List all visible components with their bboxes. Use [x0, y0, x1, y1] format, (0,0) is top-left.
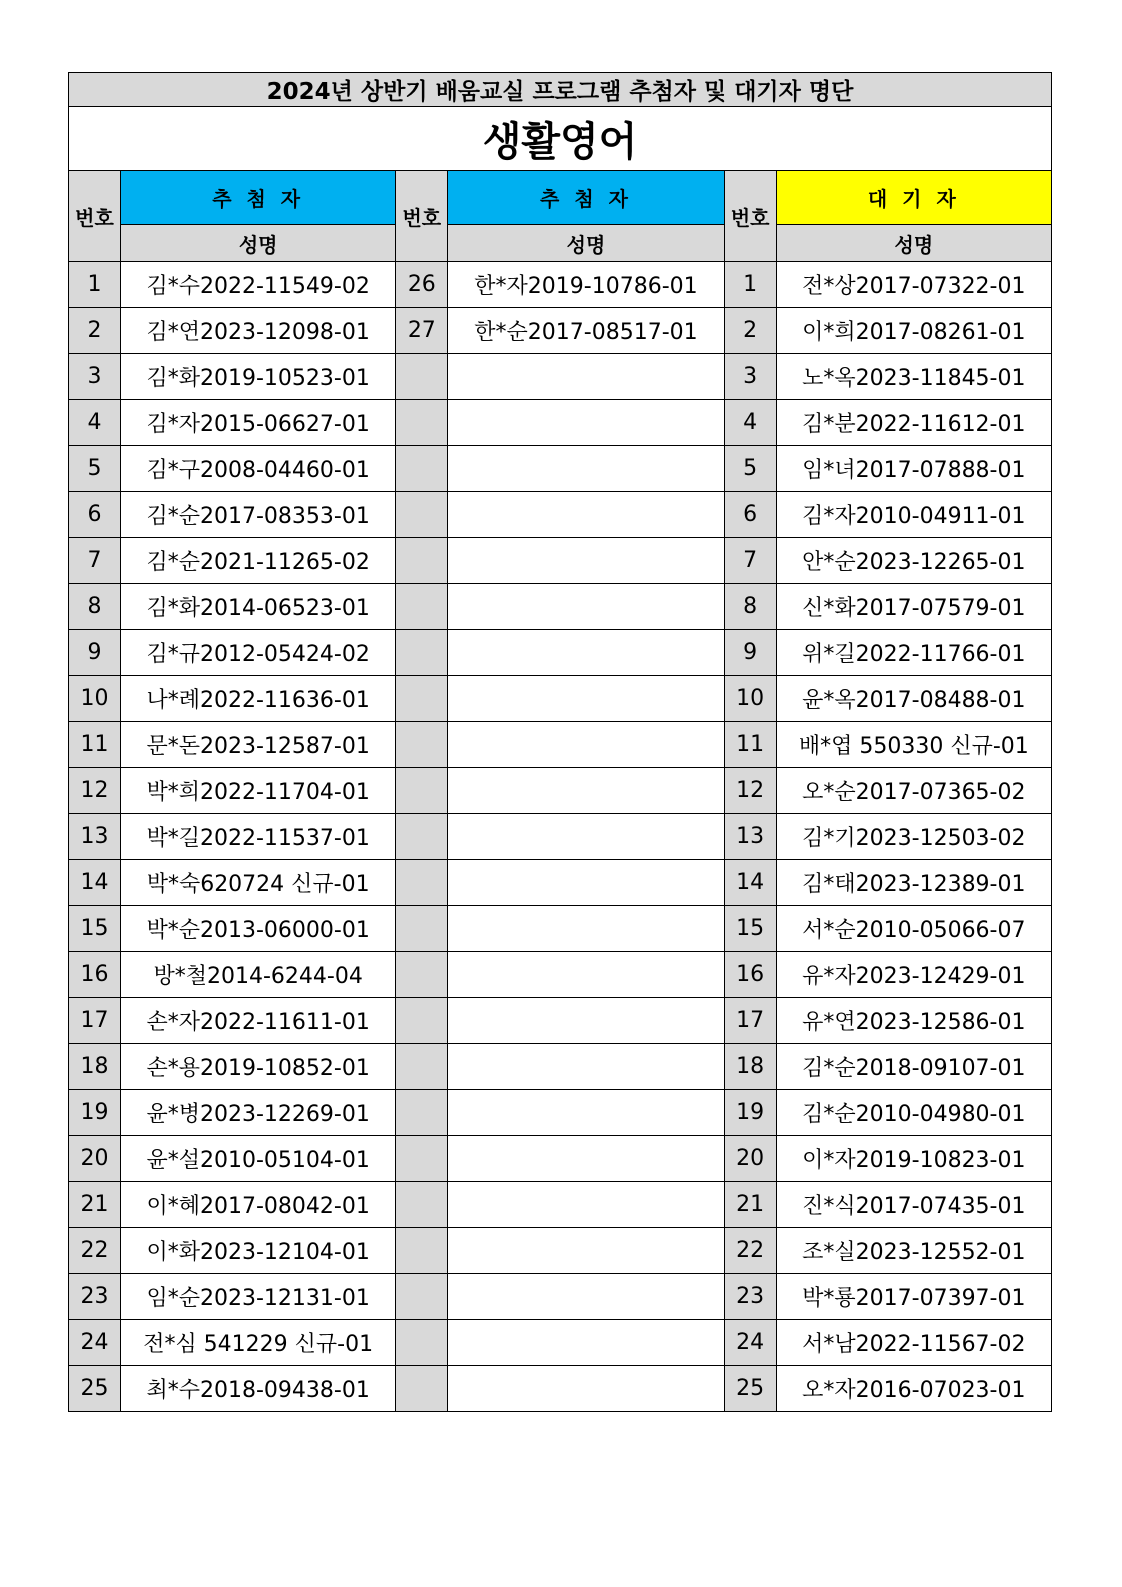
- winner-number: 24: [69, 1320, 121, 1366]
- waiting-number: 13: [724, 814, 776, 860]
- winner-name-2: [448, 400, 724, 446]
- document-title: 2024년 상반기 배움교실 프로그램 추첨자 및 대기자 명단: [69, 73, 1052, 107]
- winner-name: 이*화2023-12104-01: [121, 1228, 396, 1274]
- waiting-name: 이*자2019-10823-01: [776, 1136, 1051, 1182]
- winner-name-2: [448, 860, 724, 906]
- waiting-name: 오*순2017-07365-02: [776, 768, 1051, 814]
- winner-number-2: [396, 538, 448, 584]
- winner-name: 이*혜2017-08042-01: [121, 1182, 396, 1228]
- winner-number: 17: [69, 998, 121, 1044]
- winner-name: 문*돈2023-12587-01: [121, 722, 396, 768]
- table-row: [69, 630, 1052, 676]
- waiting-name: 신*화2017-07579-01: [776, 584, 1051, 630]
- waiting-name: 진*식2017-07435-01: [776, 1182, 1051, 1228]
- table-row: [69, 860, 1052, 906]
- waiting-name: 오*자2016-07023-01: [776, 1366, 1051, 1412]
- waiting-number: 1: [724, 262, 776, 308]
- winner-number-2: [396, 676, 448, 722]
- header-number-3: 번호: [724, 171, 776, 262]
- winner-name-2: [448, 446, 724, 492]
- winner-name-2: [448, 1366, 724, 1412]
- winner-number-2: [396, 1320, 448, 1366]
- winner-number: 13: [69, 814, 121, 860]
- winner-number: 5: [69, 446, 121, 492]
- table-row: [69, 1136, 1052, 1182]
- waiting-name: 유*연2023-12586-01: [776, 998, 1051, 1044]
- waiting-name: 김*태2023-12389-01: [776, 860, 1051, 906]
- waiting-number: 8: [724, 584, 776, 630]
- waiting-name: 박*룡2017-07397-01: [776, 1274, 1051, 1320]
- table-row: [69, 400, 1052, 446]
- winner-number-2: 26: [396, 262, 448, 308]
- header-name-1: 성명: [121, 225, 396, 262]
- title-row: [69, 73, 1052, 107]
- waiting-number: 23: [724, 1274, 776, 1320]
- winner-number-2: [396, 630, 448, 676]
- winner-number-2: [396, 860, 448, 906]
- winner-name: 김*수2022-11549-02: [121, 262, 396, 308]
- winner-name-2: [448, 676, 724, 722]
- header-number-2: 번호: [396, 171, 448, 262]
- winner-name-2: [448, 722, 724, 768]
- waiting-name: 전*상2017-07322-01: [776, 262, 1051, 308]
- waiting-number: 2: [724, 308, 776, 354]
- waiting-name: 서*순2010-05066-07: [776, 906, 1051, 952]
- winner-number: 9: [69, 630, 121, 676]
- winner-name-2: [448, 906, 724, 952]
- winner-name: 최*수2018-09438-01: [121, 1366, 396, 1412]
- waiting-name: 김*기2023-12503-02: [776, 814, 1051, 860]
- waiting-name: 김*자2010-04911-01: [776, 492, 1051, 538]
- table-row: [69, 952, 1052, 998]
- table-row: [69, 262, 1052, 308]
- winner-name-2: [448, 492, 724, 538]
- table-row: [69, 1366, 1052, 1412]
- winner-name: 손*자2022-11611-01: [121, 998, 396, 1044]
- winner-name: 박*순2013-06000-01: [121, 906, 396, 952]
- winner-name-2: [448, 1182, 724, 1228]
- winner-name: 윤*병2023-12269-01: [121, 1090, 396, 1136]
- winner-name: 박*희2022-11704-01: [121, 768, 396, 814]
- waiting-name: 이*희2017-08261-01: [776, 308, 1051, 354]
- waiting-number: 16: [724, 952, 776, 998]
- winner-number: 23: [69, 1274, 121, 1320]
- table-row: [69, 1274, 1052, 1320]
- waiting-number: 4: [724, 400, 776, 446]
- table-row: [69, 676, 1052, 722]
- winner-number: 22: [69, 1228, 121, 1274]
- waiting-number: 12: [724, 768, 776, 814]
- waiting-name: 윤*옥2017-08488-01: [776, 676, 1051, 722]
- winner-number: 6: [69, 492, 121, 538]
- table-row: [69, 584, 1052, 630]
- waiting-number: 7: [724, 538, 776, 584]
- winner-name-2: [448, 354, 724, 400]
- winner-number-2: [396, 584, 448, 630]
- winner-number: 18: [69, 1044, 121, 1090]
- table-row: [69, 308, 1052, 354]
- winner-number-2: [396, 1366, 448, 1412]
- winner-name-2: 한*순2017-08517-01: [448, 308, 724, 354]
- table-row: [69, 1320, 1052, 1366]
- winner-number: 12: [69, 768, 121, 814]
- winner-name: 김*화2019-10523-01: [121, 354, 396, 400]
- winner-name: 방*철2014-6244-04: [121, 952, 396, 998]
- winner-number-2: [396, 492, 448, 538]
- winner-name-2: [448, 1044, 724, 1090]
- waiting-number: 21: [724, 1182, 776, 1228]
- winner-number: 2: [69, 308, 121, 354]
- winner-name-2: [448, 1320, 724, 1366]
- table-row: [69, 446, 1052, 492]
- winner-number-2: [396, 1274, 448, 1320]
- subject-row: [69, 107, 1052, 171]
- winner-number: 8: [69, 584, 121, 630]
- winner-name: 김*자2015-06627-01: [121, 400, 396, 446]
- winner-number-2: [396, 906, 448, 952]
- winner-number: 19: [69, 1090, 121, 1136]
- table-row: [69, 1090, 1052, 1136]
- waiting-number: 22: [724, 1228, 776, 1274]
- table-row: [69, 906, 1052, 952]
- header-row-bottom: [69, 225, 1052, 262]
- winner-name: 김*화2014-06523-01: [121, 584, 396, 630]
- table-row: [69, 722, 1052, 768]
- winner-name-2: [448, 1136, 724, 1182]
- winner-number: 21: [69, 1182, 121, 1228]
- winner-number: 16: [69, 952, 121, 998]
- waiting-name: 배*엽 550330 신규-01: [776, 722, 1051, 768]
- winner-number-2: [396, 768, 448, 814]
- roster-table: [68, 72, 1052, 1412]
- waiting-name: 김*순2018-09107-01: [776, 1044, 1051, 1090]
- waiting-number: 11: [724, 722, 776, 768]
- header-row-top: [69, 171, 1052, 225]
- winner-number-2: 27: [396, 308, 448, 354]
- winner-number: 1: [69, 262, 121, 308]
- winner-number-2: [396, 1044, 448, 1090]
- winner-number: 15: [69, 906, 121, 952]
- winner-name: 전*심 541229 신규-01: [121, 1320, 396, 1366]
- winner-name-2: [448, 952, 724, 998]
- waiting-name: 조*실2023-12552-01: [776, 1228, 1051, 1274]
- winner-name: 손*용2019-10852-01: [121, 1044, 396, 1090]
- waiting-number: 3: [724, 354, 776, 400]
- table-row: [69, 1182, 1052, 1228]
- header-name-3: 성명: [776, 225, 1051, 262]
- waiting-name: 서*남2022-11567-02: [776, 1320, 1051, 1366]
- winner-number-2: [396, 1090, 448, 1136]
- winner-name: 김*연2023-12098-01: [121, 308, 396, 354]
- waiting-number: 17: [724, 998, 776, 1044]
- header-number-1: 번호: [69, 171, 121, 262]
- waiting-number: 10: [724, 676, 776, 722]
- table-row: [69, 354, 1052, 400]
- table-row: [69, 768, 1052, 814]
- winner-number-2: [396, 952, 448, 998]
- winner-name: 박*숙620724 신규-01: [121, 860, 396, 906]
- winner-name-2: [448, 538, 724, 584]
- winner-number: 25: [69, 1366, 121, 1412]
- winner-name: 김*순2017-08353-01: [121, 492, 396, 538]
- header-name-2: 성명: [448, 225, 724, 262]
- waiting-number: 19: [724, 1090, 776, 1136]
- header-winners-1: 추 첨 자: [121, 171, 396, 225]
- winner-name: 김*순2021-11265-02: [121, 538, 396, 584]
- table-row: [69, 538, 1052, 584]
- winner-name-2: 한*자2019-10786-01: [448, 262, 724, 308]
- winner-name-2: [448, 584, 724, 630]
- table-row: [69, 492, 1052, 538]
- winner-name-2: [448, 1274, 724, 1320]
- roster-body: [69, 262, 1052, 1412]
- waiting-name: 김*분2022-11612-01: [776, 400, 1051, 446]
- winner-number: 20: [69, 1136, 121, 1182]
- waiting-number: 18: [724, 1044, 776, 1090]
- winner-name-2: [448, 768, 724, 814]
- winner-name-2: [448, 1228, 724, 1274]
- waiting-number: 6: [724, 492, 776, 538]
- winner-name: 김*구2008-04460-01: [121, 446, 396, 492]
- table-row: [69, 814, 1052, 860]
- winner-number: 4: [69, 400, 121, 446]
- winner-number-2: [396, 1228, 448, 1274]
- winner-number-2: [396, 722, 448, 768]
- waiting-name: 김*순2010-04980-01: [776, 1090, 1051, 1136]
- winner-number: 7: [69, 538, 121, 584]
- waiting-number: 5: [724, 446, 776, 492]
- winner-number: 11: [69, 722, 121, 768]
- winner-number-2: [396, 354, 448, 400]
- winner-name: 임*순2023-12131-01: [121, 1274, 396, 1320]
- table-row: [69, 1228, 1052, 1274]
- table-row: [69, 1044, 1052, 1090]
- winner-name: 나*례2022-11636-01: [121, 676, 396, 722]
- winner-number: 10: [69, 676, 121, 722]
- winner-name-2: [448, 814, 724, 860]
- winner-number-2: [396, 400, 448, 446]
- waiting-number: 15: [724, 906, 776, 952]
- waiting-name: 위*길2022-11766-01: [776, 630, 1051, 676]
- waiting-number: 14: [724, 860, 776, 906]
- winner-name-2: [448, 630, 724, 676]
- waiting-number: 9: [724, 630, 776, 676]
- winner-name-2: [448, 1090, 724, 1136]
- winner-number-2: [396, 1136, 448, 1182]
- header-winners-2: 추 첨 자: [448, 171, 724, 225]
- waiting-name: 안*순2023-12265-01: [776, 538, 1051, 584]
- winner-name: 윤*설2010-05104-01: [121, 1136, 396, 1182]
- winner-number-2: [396, 998, 448, 1044]
- program-subject: 생활영어: [69, 107, 1052, 171]
- winner-name: 박*길2022-11537-01: [121, 814, 396, 860]
- winner-name: 김*규2012-05424-02: [121, 630, 396, 676]
- waiting-number: 24: [724, 1320, 776, 1366]
- winner-number-2: [396, 814, 448, 860]
- waiting-name: 노*옥2023-11845-01: [776, 354, 1051, 400]
- waiting-number: 25: [724, 1366, 776, 1412]
- winner-name-2: [448, 998, 724, 1044]
- table-row: [69, 998, 1052, 1044]
- winner-number: 14: [69, 860, 121, 906]
- winner-number-2: [396, 1182, 448, 1228]
- winner-number-2: [396, 446, 448, 492]
- header-waiting: 대 기 자: [776, 171, 1051, 225]
- waiting-number: 20: [724, 1136, 776, 1182]
- winner-number: 3: [69, 354, 121, 400]
- waiting-name: 임*녀2017-07888-01: [776, 446, 1051, 492]
- waiting-name: 유*자2023-12429-01: [776, 952, 1051, 998]
